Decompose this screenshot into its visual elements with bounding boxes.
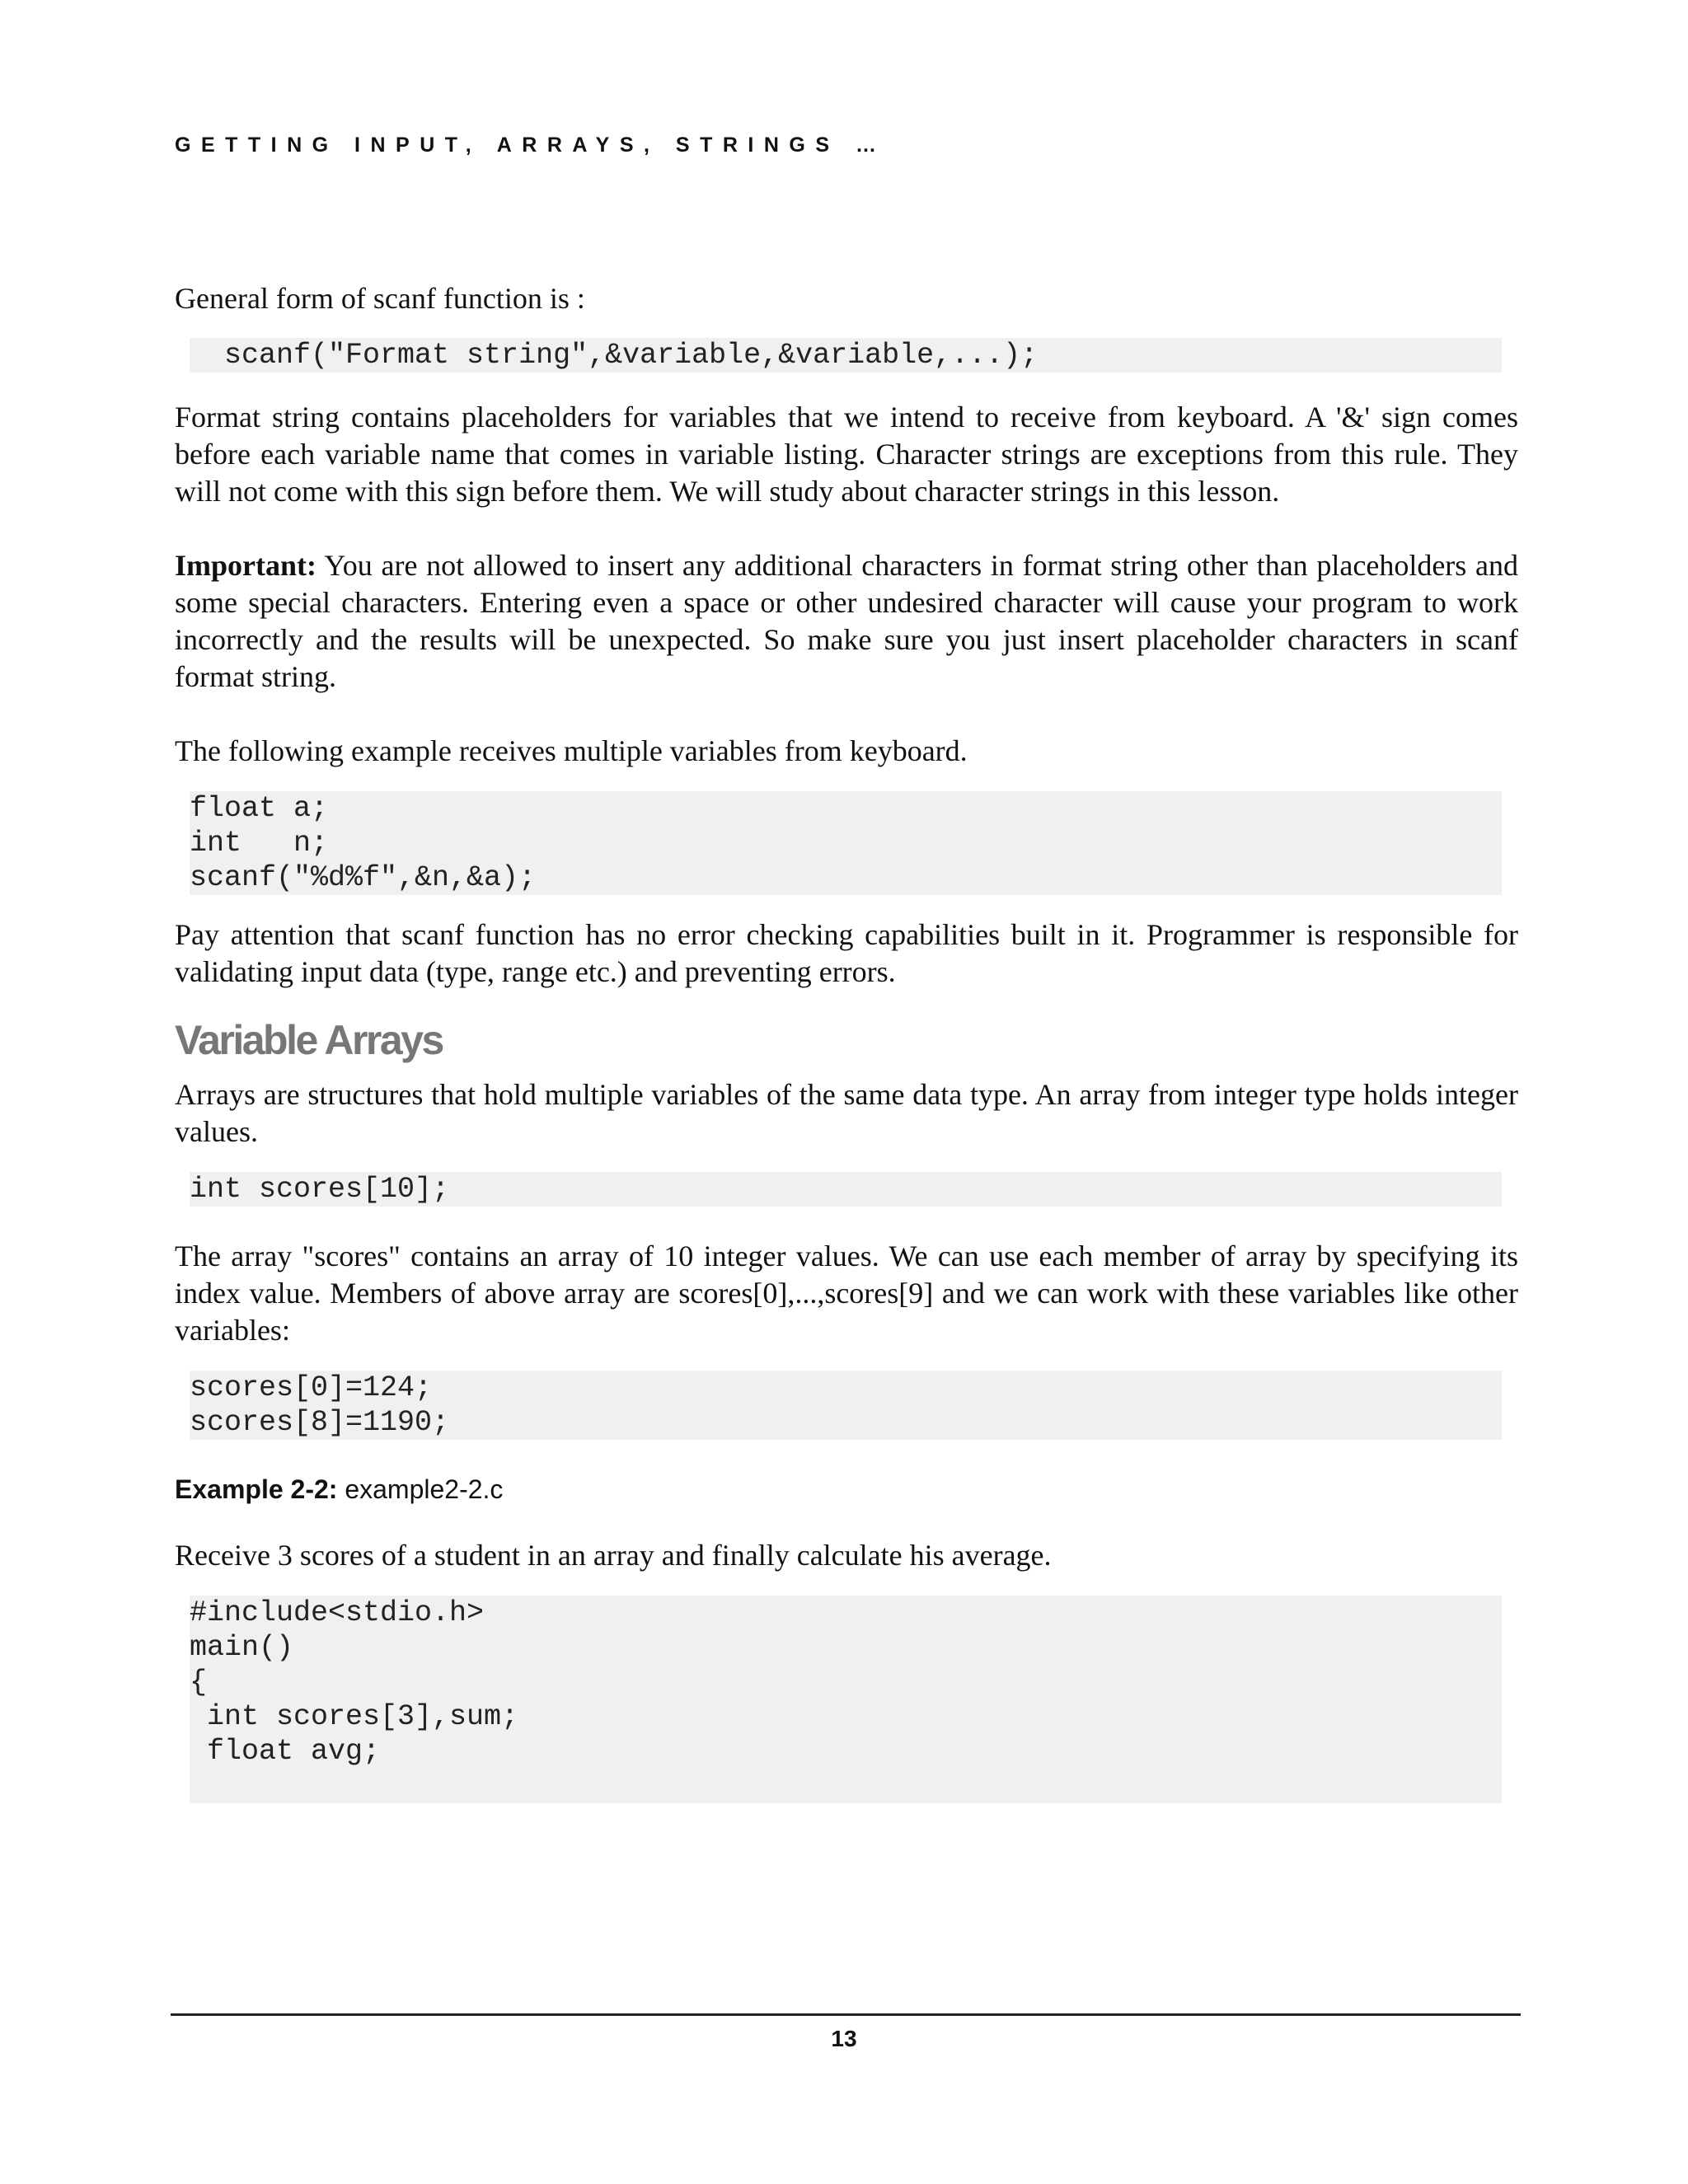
- important-text: You are not allowed to insert any additional characters in format string other than placeholders and some special characters. Entering even a space or other undesired character will cause your program to work incorrectly and the results will be unexpected. So make sure you just insert placeholder characters in scanf format string.: [175, 549, 1518, 693]
- scores-description-paragraph: The array "scores" contains an array of 10 integer values. We can use each member of array by specifying its index value. Members of above array are scores[0],...,scores[9] and we can work with these variables like other variables:: [175, 1240, 1518, 1347]
- code-block-scores-assignment: scores[0]=124; scores[8]=1190;: [190, 1371, 1502, 1440]
- scanf-intro-paragraph: General form of scanf function is :: [175, 282, 585, 315]
- important-paragraph: [175, 547, 1518, 696]
- example-task-paragraph: Receive 3 scores of a student in an array and finally calculate his average.: [175, 1539, 1052, 1572]
- example-filename: example2-2.c: [337, 1474, 504, 1504]
- important-label: Important:: [175, 549, 316, 582]
- error-checking-paragraph: Pay attention that scanf function has no error checking capabilities built in it. Programmer is responsible for validating input data (type, range etc.) and preventing errors.: [175, 918, 1518, 988]
- code-block-scanf-form: scanf("Format string",&variable,&variable,...);: [190, 338, 1502, 373]
- example-number: Example 2-2:: [175, 1474, 338, 1504]
- format-string-paragraph: Format string contains placeholders for variables that we intend to receive from keyboard. A '&' sign comes before each variable name that comes in variable listing. Character strings are exceptions from this rule. They will not come with this sign before them. We will study about character strings in this lesson.: [175, 401, 1518, 508]
- page-content: [175, 280, 1518, 1803]
- example-label: [175, 1473, 1518, 1506]
- example-intro-paragraph: The following example receives multiple variables from keyboard.: [175, 734, 968, 767]
- page-number: 13: [831, 2026, 857, 2051]
- code-block-array-declaration: int scores[10];: [190, 1172, 1502, 1207]
- running-header: GETTING INPUT, ARRAYS, STRINGS …: [175, 134, 887, 157]
- section-title-variable-arrays: Variable Arrays: [175, 1017, 443, 1063]
- arrays-intro-paragraph: Arrays are structures that hold multiple variables of the same data type. An array from integer type holds integer values.: [175, 1078, 1518, 1148]
- code-block-example: #include<stdio.h> main() { int scores[3],sum; float avg;: [190, 1596, 1502, 1803]
- code-block-multi-vars: float a; int n; scanf("%d%f",&n,&a);: [190, 791, 1502, 895]
- footer-divider: [171, 2013, 1521, 2016]
